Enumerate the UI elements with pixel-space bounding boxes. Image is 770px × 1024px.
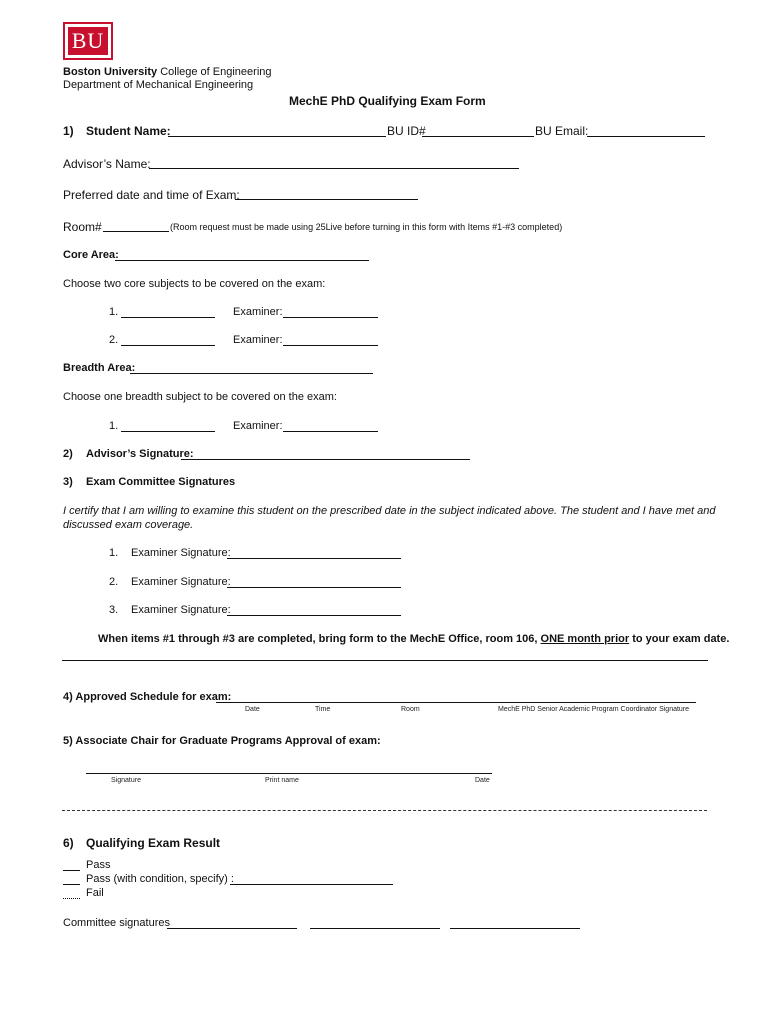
committee-signatures-label: Committee signatures <box>63 917 170 929</box>
university-line <box>63 66 272 78</box>
college-name: College of Engineering <box>157 66 272 78</box>
section-1-number: 1) <box>63 124 74 138</box>
associate-chair-approval-label: 5) Associate Chair for Graduate Programs Approval of exam: <box>63 735 381 747</box>
core-examiner-1-label: Examiner: <box>233 306 283 318</box>
advisor-name-label: Advisor’s Name: <box>63 157 151 171</box>
schedule-col-coordinator-signature: MechE PhD Senior Academic Program Coordinator Signature <box>498 706 690 713</box>
preferred-date-label: Preferred date and time of Exam: <box>63 188 240 202</box>
pass-with-condition-label: Pass (with condition, specify) : <box>86 873 234 885</box>
condition-specify-field[interactable] <box>230 884 393 885</box>
core-examiner-1-field[interactable] <box>283 317 378 318</box>
advisor-signature-field[interactable] <box>181 459 470 460</box>
bu-id-label: BU ID# <box>387 124 426 138</box>
core-subject-2-field[interactable] <box>121 345 215 346</box>
core-subject-1-field[interactable] <box>121 317 215 318</box>
choose-breadth-instruction: Choose one breadth subject to be covered on the exam: <box>63 391 337 403</box>
examiner-signature-3-number: 3. <box>109 604 119 616</box>
advisor-signature-label: Advisor’s Signature: <box>86 448 194 460</box>
approval-col-print-name: Print name <box>265 777 299 784</box>
core-subject-2-number: 2. <box>109 334 119 346</box>
examiner-signature-2-field[interactable] <box>227 587 401 588</box>
advisor-name-field[interactable] <box>149 168 519 169</box>
room-note: (Room request must be made using 25Live before turning in this form with Items #1-#3 completed) <box>170 222 563 232</box>
qualifying-exam-result-heading: Qualifying Exam Result <box>86 836 221 850</box>
notice-text-end: to your exam date. <box>629 633 730 645</box>
department-name: Department of Mechanical Engineering <box>63 79 254 91</box>
core-subject-1-number: 1. <box>109 306 119 318</box>
core-area-field[interactable] <box>115 260 369 261</box>
bu-email-field[interactable] <box>587 136 705 137</box>
committee-signature-1-field[interactable] <box>167 928 297 929</box>
breadth-subject-1-number: 1. <box>109 420 119 432</box>
examiner-signature-1-label: Examiner Signature: <box>131 547 231 559</box>
approved-schedule-label: 4) Approved Schedule for exam: <box>63 691 232 703</box>
breadth-area-field[interactable] <box>130 373 373 374</box>
preferred-date-field[interactable] <box>235 199 418 200</box>
committee-signature-3-field[interactable] <box>450 928 580 929</box>
fail-option-label: Fail <box>86 887 104 899</box>
choose-core-instruction: Choose two core subjects to be covered on the exam: <box>63 278 326 290</box>
pass-with-condition-checkbox[interactable] <box>63 884 80 885</box>
associate-chair-approval-field[interactable] <box>86 773 492 774</box>
examiner-signature-2-number: 2. <box>109 576 119 588</box>
examiner-signature-1-field[interactable] <box>227 558 401 559</box>
student-name-label: Student Name: <box>86 124 171 138</box>
bu-id-field[interactable] <box>422 136 534 137</box>
student-name-field[interactable] <box>168 136 386 137</box>
room-field[interactable] <box>103 231 169 232</box>
form-title: MechE PhD Qualifying Exam Form <box>289 94 486 108</box>
schedule-col-time: Time <box>315 706 331 713</box>
section-3-number: 3) <box>63 476 73 488</box>
section-divider <box>62 660 708 661</box>
core-area-label: Core Area: <box>63 249 119 261</box>
room-label: Room# <box>63 220 102 234</box>
core-examiner-2-label: Examiner: <box>233 334 283 346</box>
dashed-separator <box>62 810 707 811</box>
approval-col-date: Date <box>475 777 490 784</box>
bu-logo <box>63 22 113 60</box>
examiner-signature-3-field[interactable] <box>227 615 401 616</box>
section-2-number: 2) <box>63 448 73 460</box>
breadth-area-label: Breadth Area: <box>63 362 136 374</box>
breadth-examiner-1-label: Examiner: <box>233 420 283 432</box>
committee-signature-2-field[interactable] <box>310 928 440 929</box>
section-6-number: 6) <box>63 836 74 850</box>
fail-checkbox[interactable] <box>63 898 80 899</box>
breadth-examiner-1-field[interactable] <box>283 431 378 432</box>
core-examiner-2-field[interactable] <box>283 345 378 346</box>
examiner-signature-2-label: Examiner Signature: <box>131 576 231 588</box>
schedule-col-room: Room <box>401 706 420 713</box>
submission-notice <box>98 633 729 645</box>
pass-checkbox[interactable] <box>63 870 80 871</box>
breadth-subject-1-field[interactable] <box>121 431 215 432</box>
schedule-col-date: Date <box>245 706 260 713</box>
approved-schedule-field[interactable] <box>216 702 696 703</box>
bu-logo-text: BU <box>68 27 108 55</box>
bu-email-label: BU Email: <box>535 124 589 138</box>
university-name: Boston University <box>63 66 158 78</box>
notice-deadline: ONE month prior <box>540 633 630 645</box>
certify-statement-line-1: I certify that I am willing to examine this student on the prescribed date in the subject indicated above. The student and I have met and <box>63 505 716 517</box>
notice-text-start: When items #1 through #3 are completed, bring form to the MechE Office, room 106, <box>98 633 541 645</box>
certify-statement-line-2: discussed exam coverage. <box>63 519 194 531</box>
examiner-signature-1-number: 1. <box>109 547 119 559</box>
approval-col-signature: Signature <box>111 777 141 784</box>
committee-signatures-heading: Exam Committee Signatures <box>86 476 236 488</box>
examiner-signature-3-label: Examiner Signature: <box>131 604 231 616</box>
pass-option-label: Pass <box>86 859 111 871</box>
